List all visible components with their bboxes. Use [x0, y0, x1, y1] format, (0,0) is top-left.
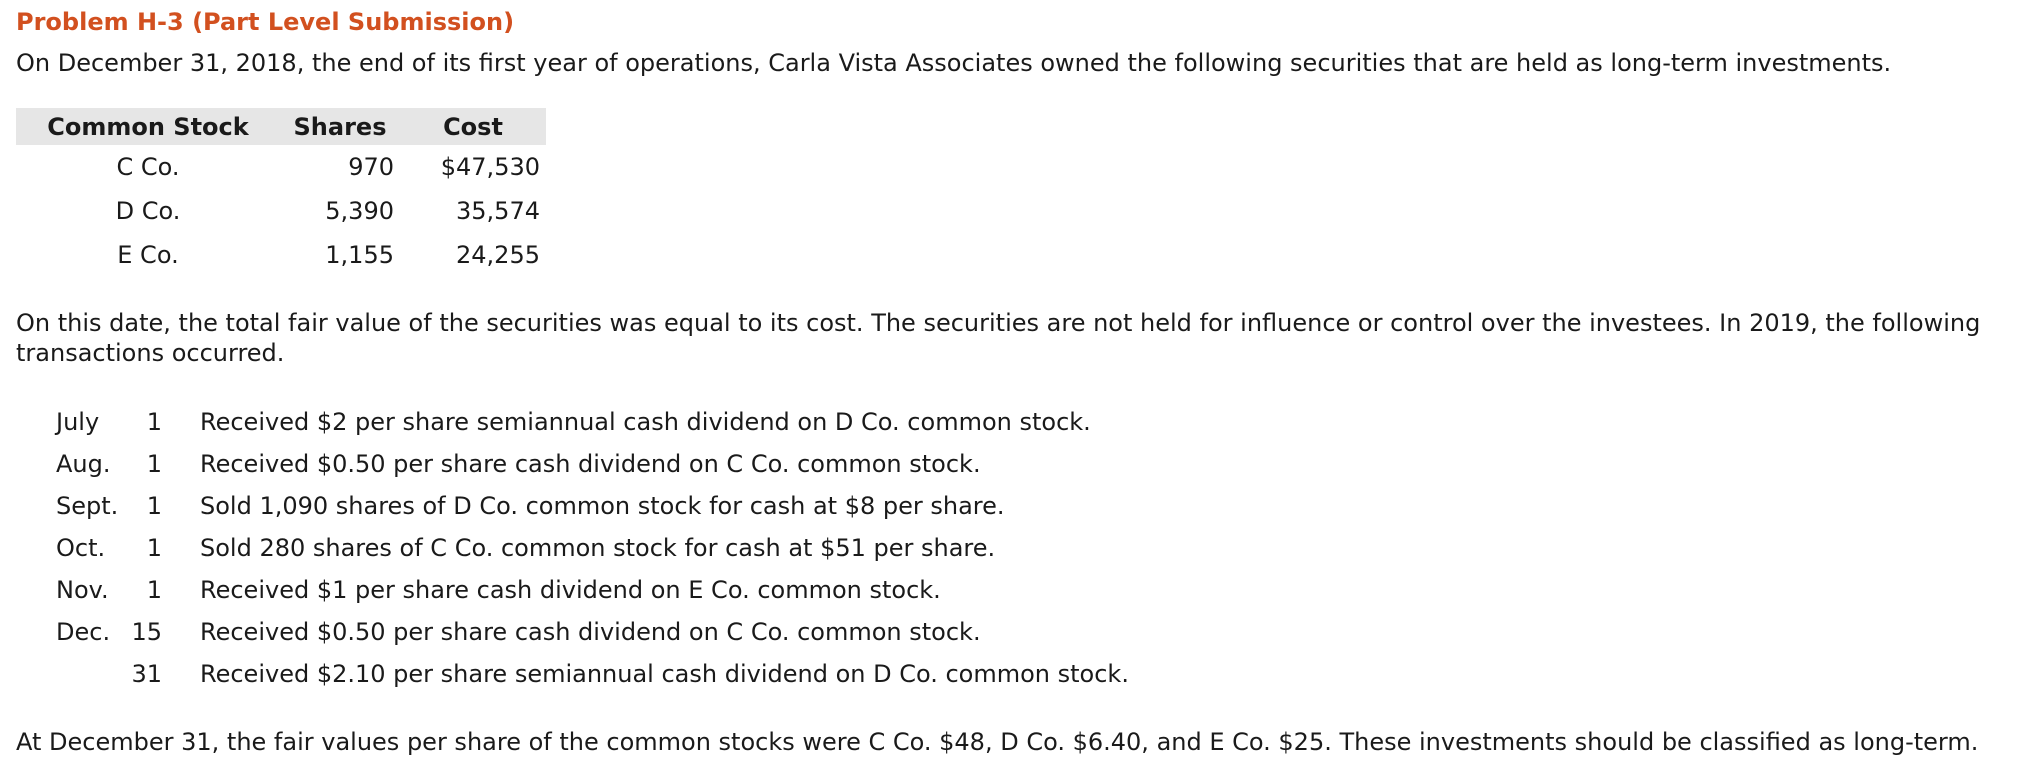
table-row	[16, 145, 546, 189]
transaction-month: Nov.	[56, 576, 109, 604]
list-item	[56, 443, 1129, 485]
header-common-stock: Common Stock	[16, 108, 280, 145]
cost-value: 24,255	[456, 241, 540, 269]
company-name: C Co.	[116, 153, 180, 181]
transaction-day: 1	[146, 450, 162, 478]
transaction-month: Dec.	[56, 618, 111, 646]
transaction-text: Sold 1,090 shares of D Co. common stock for cash at $8 per share.	[200, 492, 1005, 520]
intro-paragraph: On December 31, 2018, the end of its first year of operations, Carla Vista Associates owned the following securities that are held as long-term investments.	[16, 49, 1892, 77]
company-name: E Co.	[117, 241, 179, 269]
transaction-month: Oct.	[56, 534, 106, 562]
share-count: 1,155	[325, 241, 394, 269]
transaction-day: 1	[146, 408, 162, 436]
transaction-text: Received $0.50 per share cash dividend on C Co. common stock.	[200, 450, 981, 478]
transaction-month	[56, 653, 130, 695]
securities-table	[16, 108, 546, 277]
header-shares: Shares	[280, 108, 400, 145]
list-item	[56, 401, 1129, 443]
transactions-list	[56, 401, 1129, 695]
list-item	[56, 653, 1129, 695]
list-item	[56, 569, 1129, 611]
transaction-text: Sold 280 shares of C Co. common stock for cash at $51 per share.	[200, 534, 996, 562]
table-row	[16, 233, 546, 277]
transaction-day: 31	[131, 660, 162, 688]
transaction-text: Received $1 per share cash dividend on E Co. common stock.	[200, 576, 941, 604]
transaction-month: July	[56, 408, 100, 436]
cost-value: $47,530	[440, 153, 540, 181]
transaction-text: Received $0.50 per share cash dividend on C Co. common stock.	[200, 618, 981, 646]
fair-value-paragraph: On this date, the total fair value of the securities was equal to its cost. The securities are not held for influence or control over the investees. In 2019, the following transactions occurred.	[16, 309, 1981, 367]
problem-title: Problem H-3 (Part Level Submission)	[16, 8, 515, 36]
company-name: D Co.	[115, 197, 181, 225]
cost-value: 35,574	[456, 197, 540, 225]
transaction-day: 1	[146, 534, 162, 562]
share-count: 970	[348, 153, 394, 181]
list-item	[56, 485, 1129, 527]
transaction-month: Sept.	[56, 492, 119, 520]
closing-paragraph: At December 31, the fair values per share of the common stocks were C Co. $48, D Co. $6.40, and E Co. $25. These investments should be classified as long-term.	[16, 728, 1979, 756]
transaction-day: 15	[131, 618, 162, 646]
transaction-day: 1	[146, 576, 162, 604]
list-item	[56, 527, 1129, 569]
transaction-day: 1	[146, 492, 162, 520]
share-count: 5,390	[325, 197, 394, 225]
list-item	[56, 611, 1129, 653]
securities-table-header	[16, 108, 546, 145]
transaction-text: Received $2.10 per share semiannual cash dividend on D Co. common stock.	[200, 660, 1129, 688]
table-row	[16, 189, 546, 233]
transaction-month: Aug.	[56, 450, 111, 478]
header-cost: Cost	[400, 108, 546, 145]
transaction-text: Received $2 per share semiannual cash dividend on D Co. common stock.	[200, 408, 1091, 436]
